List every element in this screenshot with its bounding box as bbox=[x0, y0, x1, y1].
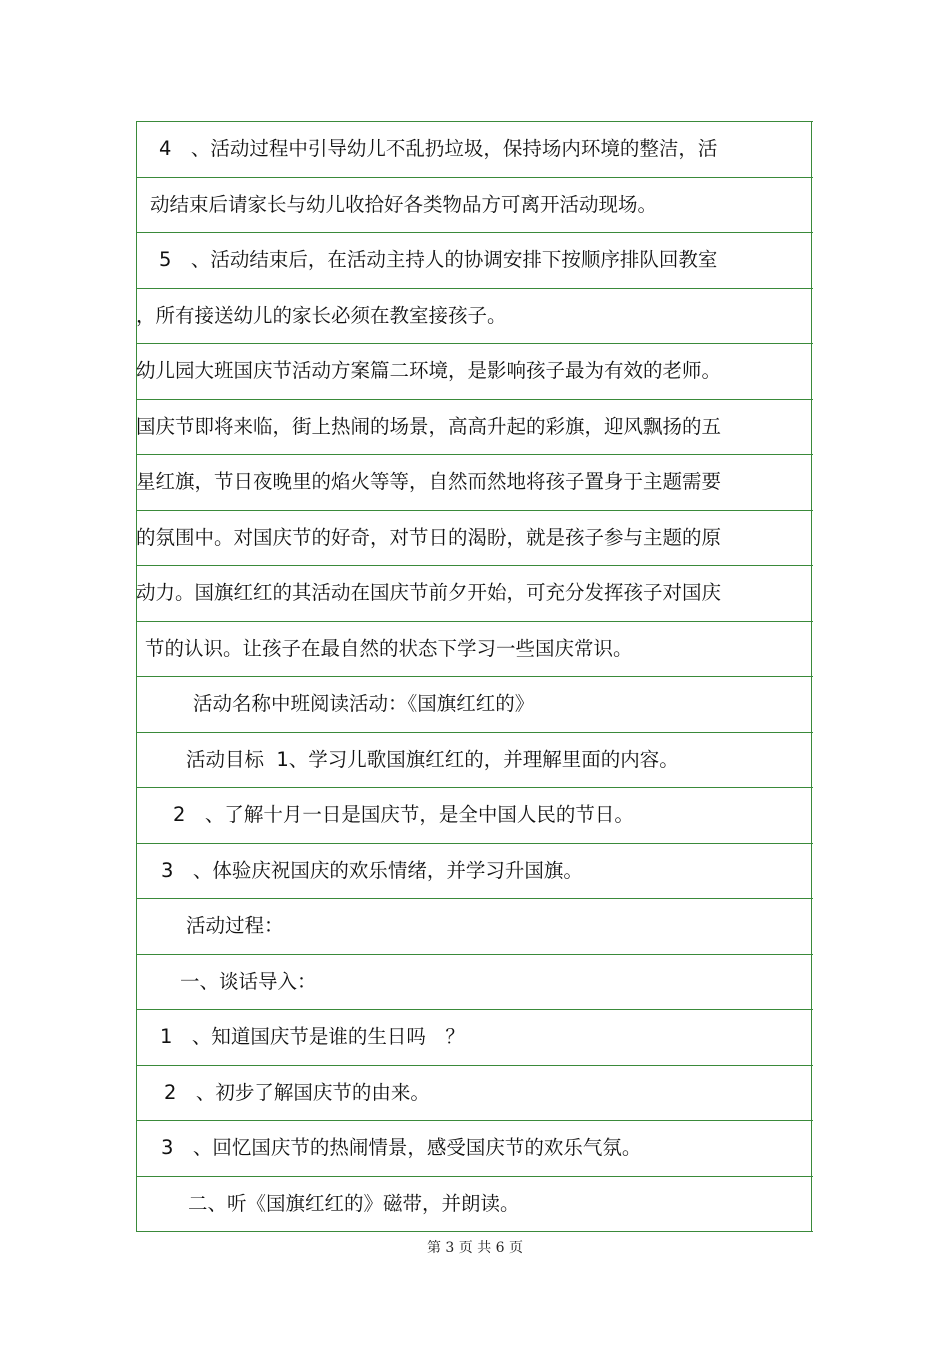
text-row: 的氛围中。对国庆节的好奇，对节日的渴盼，就是孩子参与主题的原 bbox=[136, 526, 722, 549]
text-row: 活动过程： bbox=[186, 914, 284, 937]
text-row: 2 、了解十月一日是国庆节，是全中国人民的节日。 bbox=[173, 803, 634, 826]
text-row: 活动目标 1、学习儿歌国旗红红的，并理解里面的内容。 bbox=[186, 748, 679, 771]
text-row: 星红旗，节日夜晚里的焰火等等，自然而然地将孩子置身于主题需要 bbox=[136, 470, 722, 493]
text-row: ，所有接送幼儿的家长必须在教室接孩子。 bbox=[136, 304, 507, 327]
text-row: 二、听《国旗红红的》磁带，并朗读。 bbox=[188, 1192, 520, 1215]
text-row: 动结束后请家长与幼儿收拾好各类物品方可离开活动现场。 bbox=[150, 193, 658, 216]
text-row: 动力。国旗红红的其活动在国庆节前夕开始，可充分发挥孩子对国庆 bbox=[136, 581, 722, 604]
text-row: 4 、活动过程中引导幼儿不乱扔垃圾，保持场内环境的整洁，活 bbox=[159, 137, 718, 160]
text-row: 3 、回忆国庆节的热闹情景，感受国庆节的欢乐气氛。 bbox=[161, 1136, 642, 1159]
text-row: 3 、体验庆祝国庆的欢乐情绪，并学习升国旗。 bbox=[161, 859, 583, 882]
text-row: 国庆节即将来临，街上热闹的场景，高高升起的彩旗，迎风飘扬的五 bbox=[136, 415, 722, 438]
text-row: 2 、初步了解国庆节的由来。 bbox=[164, 1081, 430, 1104]
text-row: 一、谈话导入： bbox=[180, 970, 317, 993]
text-row: 1 、知道国庆节是谁的生日吗 ？ bbox=[160, 1025, 465, 1048]
page-footer: 第 3 页 共 6 页 bbox=[426, 1240, 524, 1256]
table-rule bbox=[136, 1231, 813, 1232]
text-row: 活动名称中班阅读活动：《国旗红红的》 bbox=[193, 692, 535, 715]
text-row: 节的认识。让孩子在最自然的状态下学习一些国庆常识。 bbox=[145, 637, 633, 660]
text-row: 幼儿园大班国庆节活动方案篇二环境，是影响孩子最为有效的老师。 bbox=[136, 359, 722, 382]
text-row: 5 、活动结束后，在活动主持人的协调安排下按顺序排队回教室 bbox=[159, 248, 718, 271]
